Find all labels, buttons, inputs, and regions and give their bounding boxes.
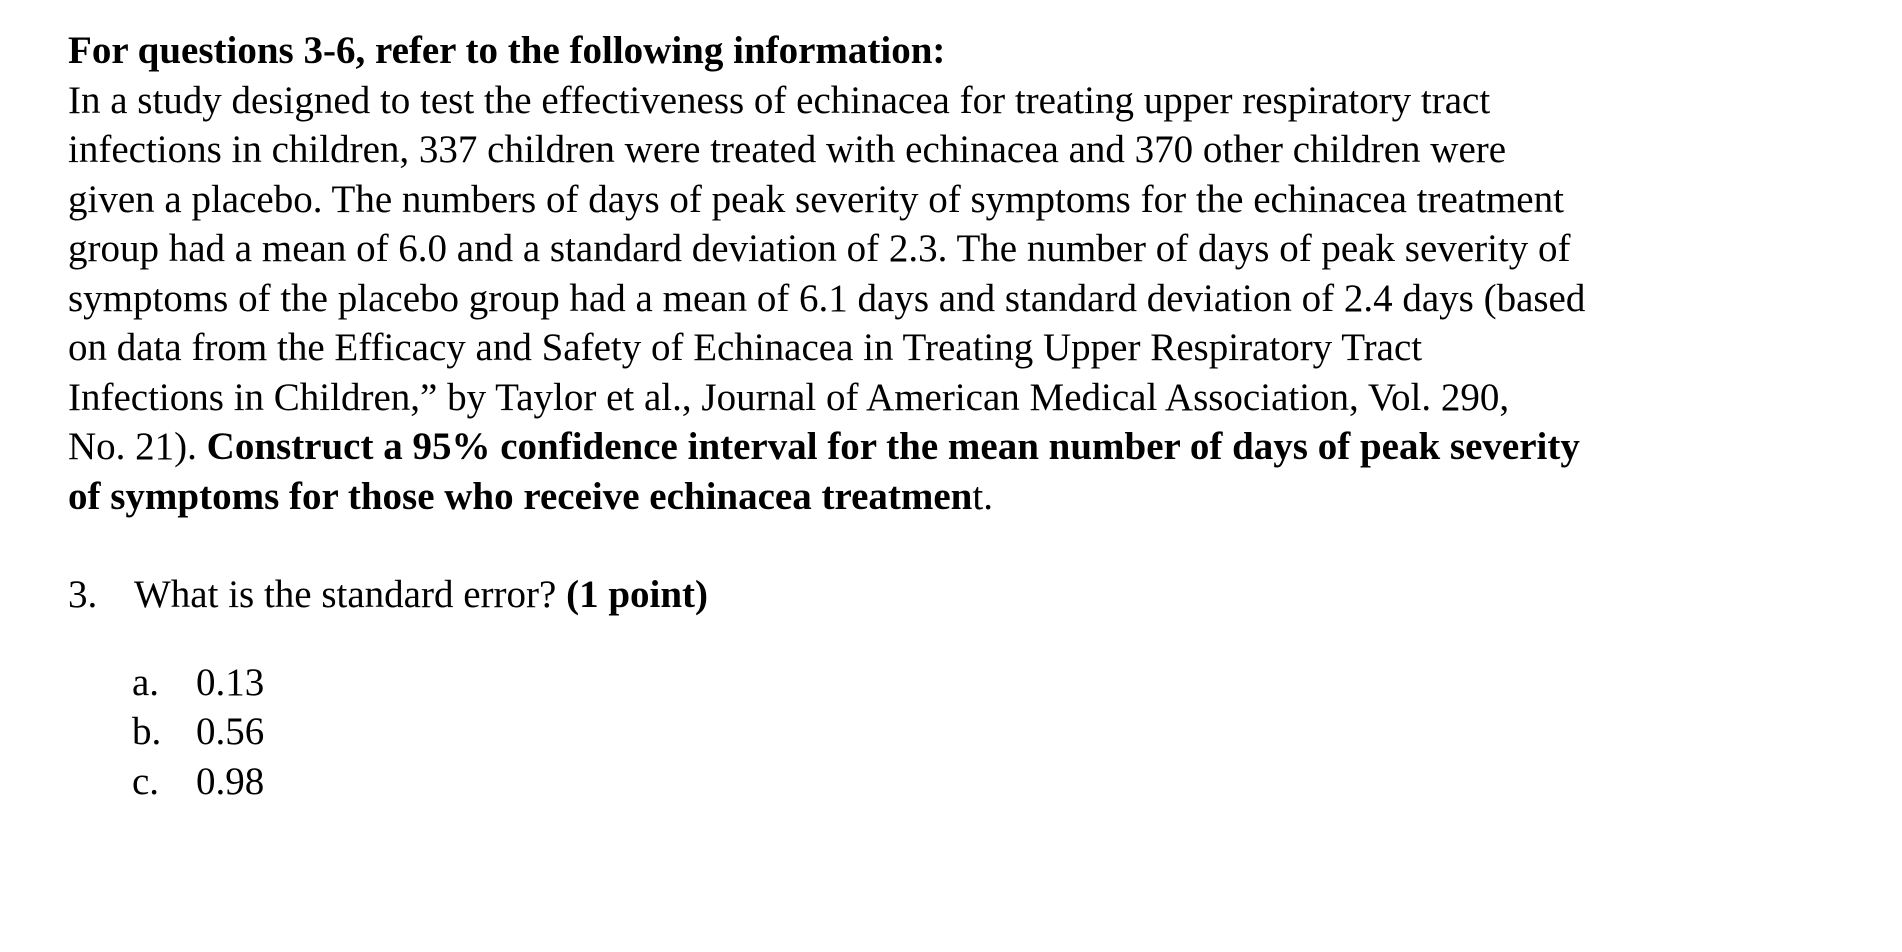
option-value: 0.98 — [196, 759, 265, 803]
question-3 — [68, 570, 1868, 620]
passage-line: given a placebo. The numbers of days of peak severity of symptoms for the echinacea treatment — [68, 177, 1564, 221]
passage-line — [68, 422, 1868, 472]
question-number: 3. — [68, 573, 98, 616]
task-instruction-continued: of symptoms for those who receive echinacea treatmen — [68, 474, 973, 518]
information-passage — [68, 76, 1868, 522]
passage-line: Infections in Children,” by Taylor et al., Journal of American Medical Association, Vol. 290, — [68, 375, 1510, 419]
task-instruction-tail: t. — [972, 474, 993, 518]
question-prompt — [134, 570, 708, 620]
passage-line: symptoms of the placebo group had a mean of 6.1 days and standard deviation of 2.4 days (based — [68, 276, 1586, 320]
question-text: What is the standard error? — [134, 573, 567, 616]
passage-line: on data from the Efficacy and Safety of Echinacea in Treating Upper Respiratory Tract — [68, 326, 1423, 369]
task-instruction: Construct a 95% confidence interval for the mean number of days of peak severity — [206, 425, 1580, 468]
option-value: 0.56 — [196, 710, 265, 753]
answer-option-b[interactable] — [132, 707, 1868, 757]
option-letter: b. — [132, 710, 162, 753]
passage-line: infections in children, 337 children were treated with echinacea and 370 other children were — [68, 128, 1507, 171]
answer-options — [68, 658, 1868, 807]
passage-line: group had a mean of 6.0 and a standard deviation of 2.3. The number of days of peak severity of — [68, 227, 1571, 270]
option-letter: c. — [132, 759, 160, 803]
document — [68, 26, 1868, 806]
passage-citation-end: No. 21). — [68, 425, 207, 468]
option-letter: a. — [132, 660, 160, 704]
question-points: (1 point) — [566, 573, 709, 616]
section-heading: For questions 3-6, refer to the following information: — [68, 29, 946, 72]
answer-option-a[interactable] — [132, 658, 1868, 708]
option-value: 0.13 — [196, 660, 265, 704]
answer-option-c[interactable] — [132, 757, 1868, 807]
passage-line: In a study designed to test the effectiveness of echinacea for treating upper respiratory tract — [68, 78, 1491, 122]
passage-line — [68, 472, 1868, 522]
